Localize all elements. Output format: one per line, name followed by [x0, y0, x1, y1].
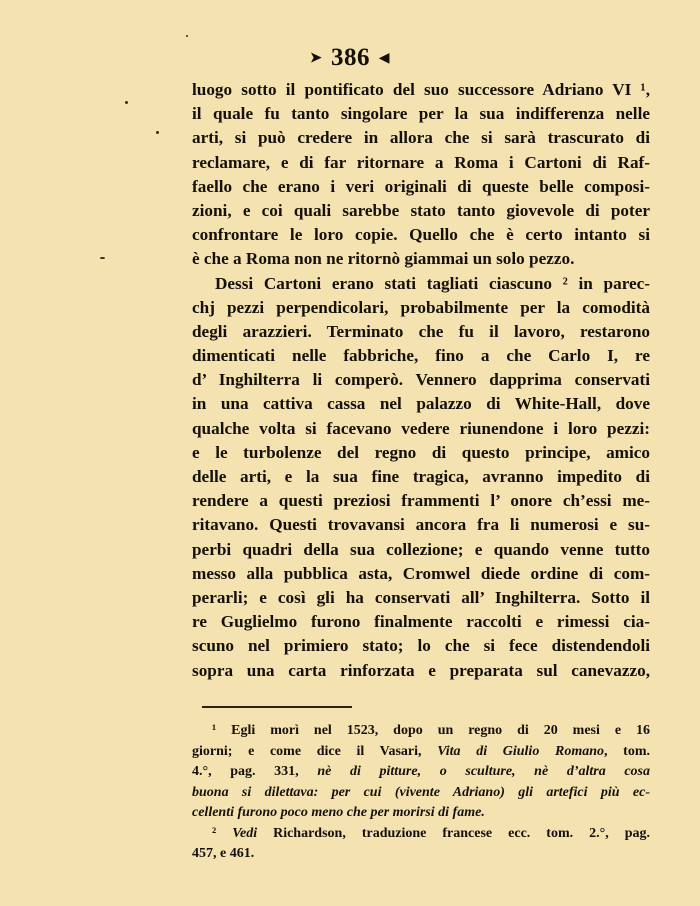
text-line: reclamare, e di far ritornare a Roma i Cartoni di Raf- — [192, 152, 650, 172]
footnote-quote-italic: nè di pitture, o sculture, nè d’altra cosa — [317, 764, 651, 779]
text-line: messo alla pubblica asta, Cromwel diede ordine di com- — [192, 563, 650, 583]
text-line: d’ Inghilterra li comperò. Vennero dapprima conservati — [192, 370, 650, 390]
footnote-1-line — [192, 762, 650, 783]
text-line: dimenticati nelle fabbriche, fino a che Carlo I, re — [192, 346, 650, 366]
footnote-text: 4.°, pag. 331, — [192, 764, 318, 779]
text-line: il quale fu tanto singolare per la sua indifferenza nelle — [192, 104, 650, 124]
ink-speck — [186, 35, 188, 37]
text-line: ritavano. Questi trovavansi ancora fra li numerosi e su- — [192, 515, 650, 535]
text-line: chj pezzi perpendicolari, probabilmente per la comodità — [192, 297, 650, 317]
footnote-rule — [202, 706, 352, 708]
page-number-right-mark: ◀ — [378, 51, 390, 66]
text-line: perarli; e così gli ha conservati all’ Inghilterra. Sotto il — [192, 587, 650, 607]
footnote-1-line: ¹ Egli morì nel 1523, dopo un regno di 20 mesi e 16 — [212, 723, 650, 738]
text-line: perbi quadri della sua collezione; e quando venne tutto — [192, 539, 650, 559]
footnote-title-italic: Vita di Giulio Romano — [437, 743, 604, 759]
text-line: confrontare le loro copie. Quello che è certo intanto si — [192, 225, 650, 245]
text-line: è che a Roma non ne ritornò giammai un solo pezzo. — [192, 249, 575, 269]
footnote-text-italic: Vedi — [232, 825, 258, 841]
footnote-text: Richardson, traduzione francese ecc. tom. 2.°, pag. — [257, 825, 650, 841]
ink-speck — [156, 131, 159, 134]
page-number-left-mark: ➤ — [309, 51, 323, 66]
main-text — [192, 78, 650, 683]
footnote-1-line: cellenti furono poco meno che per morirsi di fame. — [192, 805, 485, 820]
footnotes — [192, 721, 650, 865]
text-line: delle arti, e la sua fine tragica, avranno impedito di — [192, 467, 650, 486]
page-number: 386 — [330, 44, 370, 71]
footnote-1-line — [192, 742, 650, 763]
text-line: rendere a questi preziosi frammenti l’ onore ch’essi me- — [192, 491, 650, 511]
text-line: re Guglielmo furono finalmente raccolti e rimessi cia- — [192, 612, 650, 632]
text-line: qualche volta si facevano vedere riunendone i loro pezzi: — [192, 418, 650, 438]
ink-speck — [125, 101, 128, 104]
text-line: scuno nel primiero stato; lo che si fece distendendoli — [192, 636, 650, 656]
text-line: e le turbolenze del regno di questo principe, amico — [192, 442, 650, 462]
footnote-2-line — [192, 824, 650, 845]
text-line: degli arazzieri. Terminato che fu il lavoro, restarono — [192, 321, 650, 341]
footnote-text: , tom. — [604, 743, 650, 759]
text-line: in una cattiva cassa nel palazzo di White-Hall, dove — [192, 394, 650, 414]
ink-speck — [100, 257, 105, 259]
text-line: faello che erano i veri originali di queste belle composi- — [192, 176, 650, 196]
page-header — [0, 44, 700, 72]
footnote-marker: ² — [212, 825, 233, 841]
text-line: zioni, e coi quali sarebbe stato tanto giovevole di poter — [192, 200, 650, 220]
footnote-1-line: buona si dilettava: per cui (vivente Adriano) gli artefici più ec- — [192, 784, 650, 800]
text-line: Dessi Cartoni erano stati tagliati ciascuno ² in parec- — [215, 273, 650, 293]
text-line: arti, si può credere in allora che si sarà trascurato di — [192, 128, 650, 148]
footnote-text: giorni; e come dice il Vasari, — [192, 743, 438, 759]
footnote-2-line: 457, e 461. — [192, 846, 255, 861]
text-line: sopra una carta rinforzata e preparata sul canevazzo, — [192, 660, 650, 680]
text-line: luogo sotto il pontificato del suo successore Adriano VI ¹, — [192, 80, 650, 99]
